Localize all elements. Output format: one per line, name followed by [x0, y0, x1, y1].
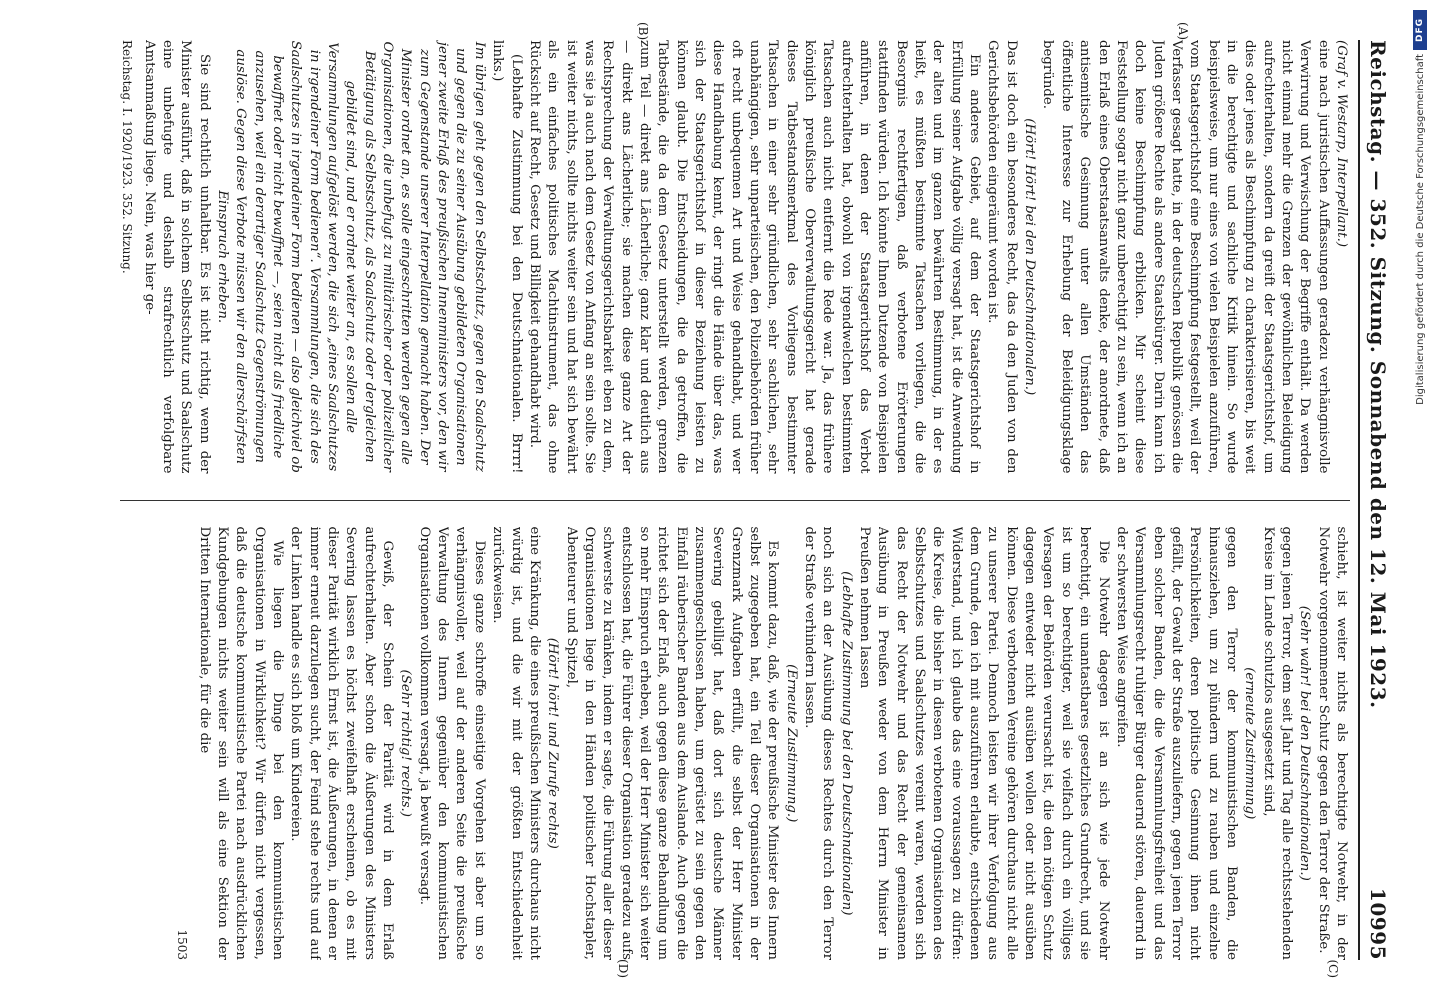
margin-marker-d: (D) — [616, 959, 630, 978]
margin-marker-c: (C) — [1326, 959, 1340, 978]
column-footer: Reichstag. I. 1920/1923. 352. Sitzung. — [120, 40, 135, 274]
newspaper-page — [60, 20, 1400, 980]
column-right — [120, 527, 1350, 961]
interjection: (Hört! hört! und Zurufe rechts) — [545, 637, 561, 849]
paragraph: Gewiß, der Schein der Parität wird in dem Erlaß aufrechterhalten. Aber schon die Äußerungen des Ministers Severing lassen es höchst zweifelhaft erscheinen, ob es mit dieser Parität wirklich Ernst ist, die Äußerungen, in denen er immer erneut darzulegen sucht, der Feind stehe rechts und auf der Linken handle es sich bloß um Kindereien. — [288, 526, 396, 960]
margin-marker-a: (A) — [1176, 22, 1190, 41]
paragraph: gegen jenen Terror, dem seit Jahr und Tag alle rechtsstehenden Kreise im Lande schutzlos ausgesetzt sind, — [1260, 526, 1294, 960]
column-left — [120, 40, 1350, 474]
column-divider — [120, 500, 1350, 501]
page-footer-number: 1503 — [175, 929, 190, 960]
paragraph: Wie liegen die Dinge bei den kommunistischen Organisationen in Wirklichkeit? Wir dürfen nicht vergessen, daß die deutsche kommunistische Partei nach ausdrücklichen Kundgebungen nichts weiter sein will als eine Sektion der Dritten Internationale, für die die — [196, 526, 286, 960]
interjection: (Erneute Zustimmung.) — [783, 664, 799, 823]
paragraph: Sie sind rechtlich unhaltbar. Es ist nicht richtig, wenn der Minister ausführt, daß in solchem Selbstschutz und Saalschutz eine unbefugte und deshalb strafrechtlich verfolgbare Amtsanmaßung liege. Nein, was hier ge- — [141, 40, 212, 474]
text-columns — [120, 22, 1350, 978]
paragraph: eine nach juristischen Auffassungen geradezu verhängnisvolle Verwirrung und Verwischung der Begriffe enthält. Da werden nicht einmal mehr die Grenzen der gewöhnlichen Beleidigung aufrechterhalten, sondern da greift der Staatsgerichtshof, um dies oder jenes als Beschimpfung zu charakterisieren, bis weit in die berechtigte und sachliche Kritik hinein. So wurde beispielsweise, um nur eines von vielen Beispielen anzuführen, vom Staatsgerichtshof eine Beschimpfung festgestellt, weil der Verfasser gesagt hatte, in der deutschen Republik genössen die Juden größere Rechte als andere Staatsbürger. Darin kann ich doch keine Beschimpfung erblicken. Mir scheint diese Feststellung sogar nicht ganz unberechtigt zu sein, wenn ich an den Erlaß eines Oberstaatsanwalts denke, der anordnete, daß antisemitische Gesinnung unter allen Umständen das öffentliche Interesse zur Erhebung der Beleidigungsklage begründe. — [1040, 40, 1331, 474]
speaker-line: (Graf v. Westarp, Interpellant.) — [1334, 40, 1349, 248]
paragraph: Es kommt dazu, daß, wie der preußische Minister des Innern selbst zugegeben hat, ein Teil dieser Organisationen in der Grenzmark Aufgaben erfüllt, die selbst der Herr Minister Severing gebilligt hat, daß dort sich deutsche Männer zusammengeschlossen haben, um gerüstet zu sein gegen den Einfall räuberischer Banden aus dem Auslande. Auch gegen die richtet sich der Erlaß, auch gegen diese ganze Behandlung um so mehr Einspruch erheben, weil der Herr Minister sich weiter entschlossen hat, die Führer dieser Organisation geradezu aufs schwerste zu kränken, indem er sagte, die Führung aller dieser Organisationen liege in den Händen politischer Hochstapler, Abenteurer und Spitzel, — [563, 526, 781, 960]
paragraph: Ein anderes Gebiet, auf dem der Staatsgerichtshof in Erfüllung seiner Aufgabe völlig versagt hat, ist die Anwendung der alten und im ganzen bewährten Bestimmung, in der es heißt, es müßten bestimmte Tatsachen vorliegen, die die Besorgnis rechtfertigen, daß verbotene Erörterungen stattfinden würden. Ich könnte Ihnen Dutzende von Beispielen anführen, in denen der Staatsgerichtshof das Verbot aufrechterhalten hat, obwohl von irgendwelchen bestimmten Tatsachen auch nicht entfernt die Rede war. Ja, das frühere königlich preußische Oberverwaltungsgericht hat gerade dieses Tatbestandsmerkmal des Vorliegens bestimmter Tatsachen in einer sehr gründlichen, sehr sachlichen, sehr unabhängigen, sehr unparteiischen, den Polizeibehörden früher oft recht unbequemen Art und Weise gehandhabt, und wer diese Handhabung kennt, der ringt die Hände über das, was sich der Staatsgerichtshof in dieser Beziehung leisten zu können glaubt. Die Entscheidungen, die da getroffen, die Tatbestände, die da dem Gesetz unterstellt werden, grenzen zum Teil — direkt ans Lächerliche; ganz klar und deutlich aus — direkt ans Lächerliche; sie machen diese ganze Art der Rechtsprechung der Verwaltungsgerichtsbarkeit eben zu dem, was sie ja auch nach dem Gesetz von Anfang an sein sollte. Sie ist weiter nichts, sollte nichts weiter sein und hat sich bewährt als ein einfaches politisches Machtinstrument, das ohne Rücksicht auf Recht, Gesetz und Billigkeit gehandhabt wird. — [526, 40, 983, 474]
page-header — [1358, 40, 1390, 960]
margin-marker-b: (B) — [636, 22, 650, 41]
page-number: 10995 — [1366, 887, 1390, 960]
scanned-page-frame — [60, 20, 1400, 980]
interjection: (Sehr wahr! bei den Deutschnationalen.) — [1297, 605, 1313, 881]
paragraph: noch sich an der Ausübung dieses Rechtes durch den Terror der Straße verhindern lassen. — [802, 526, 836, 960]
interjection: (erneute Zustimmung) — [1242, 667, 1258, 820]
interjection: (Lebhafte Zustimmung bei den Deutschnationalen) — [838, 571, 854, 916]
interjection: Im übrigen geht gegen den Selbstschutz, gegen den Saalschutz und gegen die zu seiner Ausübung gebildeten Organisationen jener zweite Erlaß des preußischen Innenministers vor, den wir zum Gegenstande unserer Interpellation gemacht haben. Der Minister ordnet an, es solle eingeschritten werden gegen alle Organisationen, die unbefugt zu militärischer oder polizeilicher Betätigung als Selbstschutz, als Saalschutz oder dergleichen gebildet sind, und er ordnet weiter an, es sollen alle Versammlungen aufgelöst werden, die sich „eines Saalschutzes in irgendeiner Form bedienen“. Versammlungen, die sich des Saalschutzes in irgendeiner Form bedienen — also gleichviel ob bewaffnet oder nicht bewaffnet —, seien nicht als friedliche anzusehen, weil ein derartiger Saalschutz Gegenströmungen auslöse. Gegen diese Verbote müssen wir den allerschärfsten Einspruch erheben. — [215, 40, 487, 473]
paragraph: schieht, ist weiter nichts als berechtigte Notwehr, in der Notwehr vorgenommener Schutz gegen den Terror der Straße. — [1315, 526, 1349, 960]
interjection: (Hört! Hört! bei den Deutschnationalen.) — [1022, 118, 1038, 396]
paragraph: gegen den Terror der kommunistischen Banden, die hinausziehen, um zu plündern und zu rauben und einzelne Persönlichkeiten, deren politische Gesinnung ihnen nicht gefällt, der Gewalt der Straße auszuliefern, gegen jenen Terror eben solcher Banden, die die Versammlungsfreiheit und das Versammlungsrecht ruhiger Bürger dauernd stören, dauernd in der schwersten Weise angreifen. — [1113, 526, 1239, 960]
paragraph: Das ist doch ein besonderes Recht, das da den Juden von den Gerichtsbehörden eingeräumt worden ist. — [985, 40, 1019, 474]
paragraph: Dieses ganze schroffe einseitige Vorgehen ist aber um so verhängnisvoller, weil auf der anderen Seite die preußische Verwaltung des Innern gegenüber den kommunistischen Organisationen vollkommen versagt, ja bewußt versagt. — [416, 526, 487, 960]
dfg-logo: DFG — [1413, 10, 1427, 50]
paragraph: (Lebhafte Zustimmung bei den Deutschnationalen. Brrrr! links.) — [490, 40, 524, 474]
digitization-credit — [1412, 10, 1428, 990]
paragraph: Die Notwehr dagegen ist an sich wie jede Notwehr berechtigt, ein unantastbares gesetzliches Grundrecht, und sie ist um so berechtigter, weil sie vielfach durch ein völliges Versagen der Behörden verursacht ist, die den nötigen Schutz dagegen entweder nicht ausüben wollen oder nicht ausüben können. Diese verbotenen Vereine gehören durchaus nicht alle zu unserer Partei. Dennoch leisten wir ihrer Verfolgung aus dem Grunde, den ich mit auszuführen erlaubte, entschiedenen Widerstand, und ich glaube das eine voraussagen zu dürfen: die Kreise, die bisher in diesen verbotenen Organisationen des Selbstschutzes und Saalschutzes vereint waren, werden sich das Recht der Notwehr und das Recht der gemeinsamen Ausübung in Preußen weder von dem Herrn Minister in Preußen nehmen lassen — [857, 526, 1111, 960]
credit-text: Digitalisierung gefördert durch die Deutsche Forschungsgemeinschaft — [1414, 54, 1426, 405]
page-header-title: Reichstag. — 352. Sitzung. Sonnabend den 12. Mai 1923. — [1366, 40, 1390, 709]
interjection: (Sehr richtig! rechts.) — [398, 669, 414, 817]
paragraph: eine Kränkung, die eines preußischen Ministers durchaus nicht würdig ist, und die wir mit der größten Entschiedenheit zurückweisen. — [490, 526, 542, 960]
